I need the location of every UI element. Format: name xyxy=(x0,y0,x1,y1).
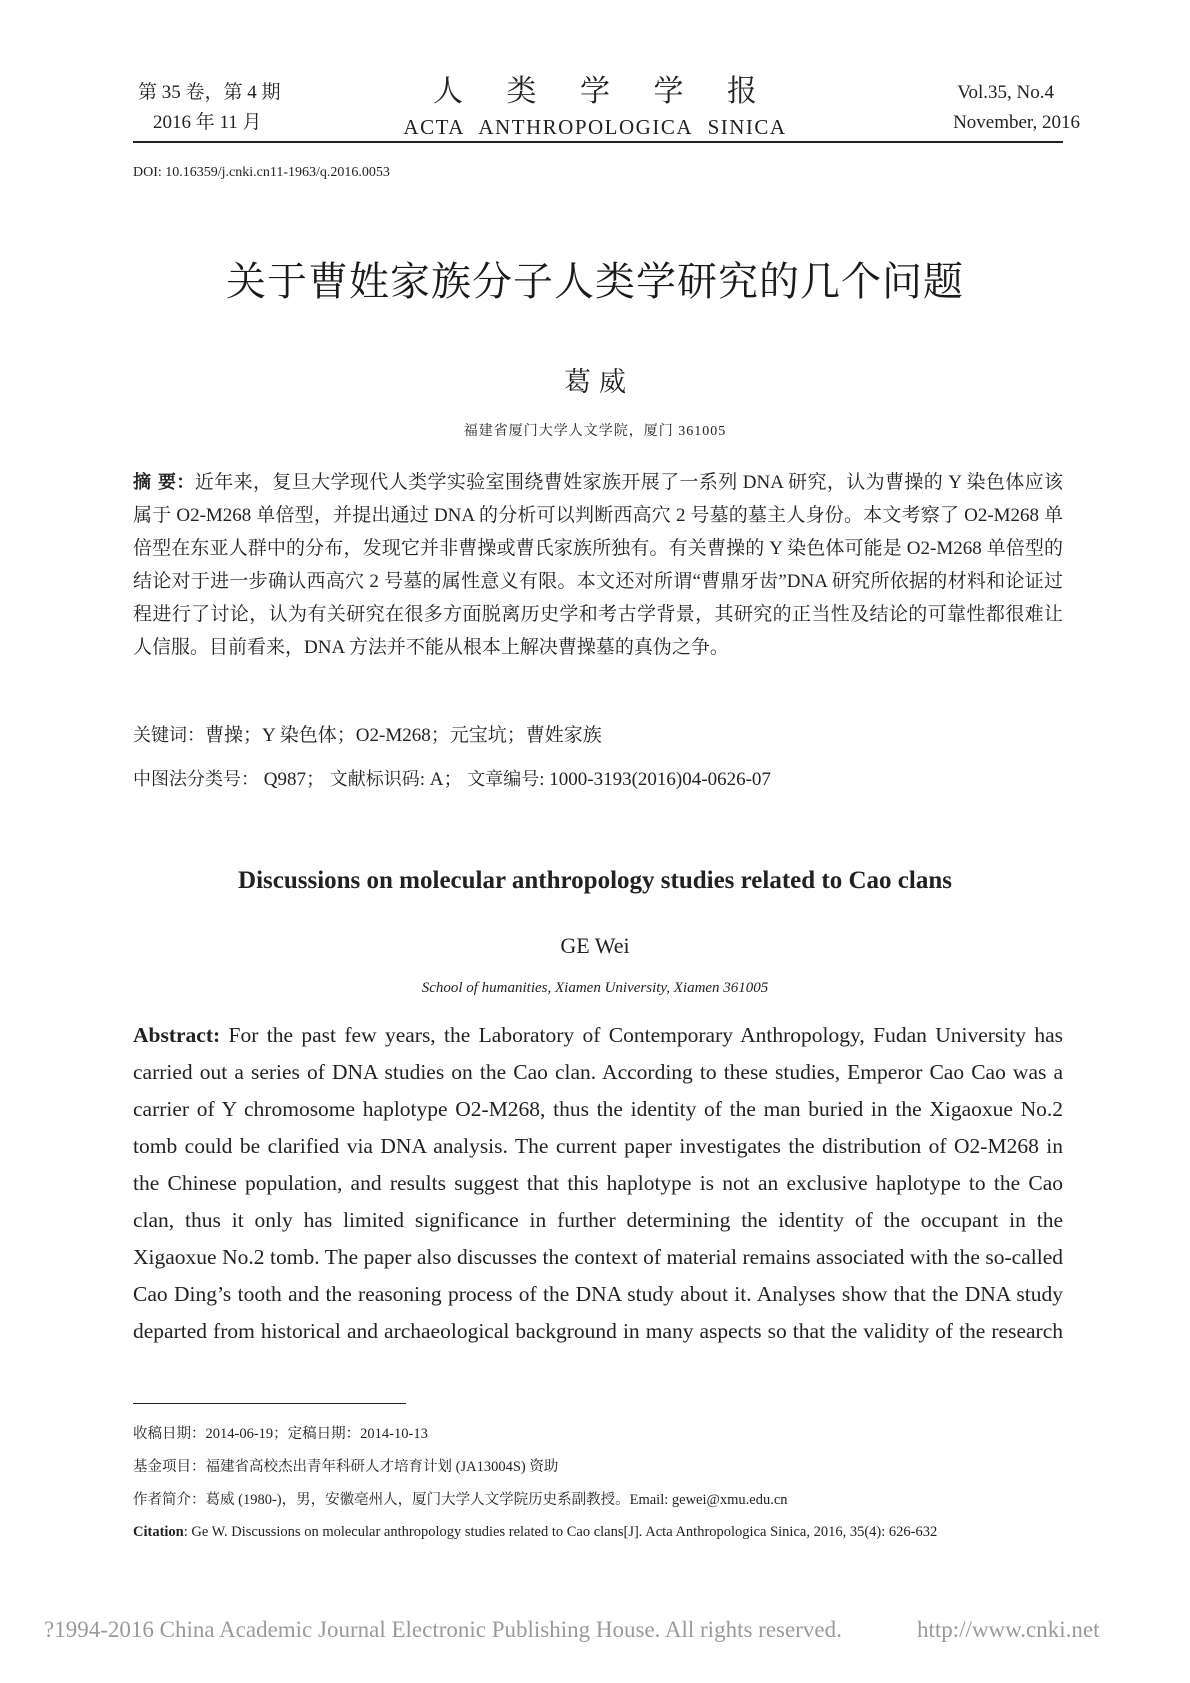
author-en: GE Wei xyxy=(560,933,630,958)
classification-label: 中图法分类号： xyxy=(133,769,259,790)
footnote-received: 收稿日期：2014-06-19；定稿日期：2014-10-13 xyxy=(133,1426,428,1442)
author-cn: 葛威 xyxy=(564,367,634,397)
citation-label: Citation xyxy=(133,1524,184,1540)
citation-text: : Ge W. Discussions on molecular anthropology studies related to Cao clans[J]. Acta Anthropologica Sinica, 2016, 35(4): 626-632 xyxy=(183,1524,938,1540)
keywords-cn xyxy=(133,720,1063,747)
abstract-en xyxy=(133,1017,1063,1350)
classification-value: Q987； xyxy=(259,769,325,790)
journal-name-en: ACTA ANTHROPOLOGICA SINICA xyxy=(403,115,787,139)
article-number-value: : 1000-3193(2016)04-0626-07 xyxy=(539,769,771,790)
footnote-funding: 基金项目：福建省高校杰出青年科研人才培育计划 (JA13004S) 资助 xyxy=(133,1459,559,1475)
title-en: Discussions on molecular anthropology studies related to Cao clans xyxy=(238,867,952,894)
doi[interactable]: DOI: 10.16359/j.cnki.cn11-1963/q.2016.0053 xyxy=(133,165,390,180)
abstract-en-label: Abstract: xyxy=(133,1023,221,1047)
classification-cn xyxy=(133,764,1063,791)
affiliation-en: School of humanities, Xiamen University, Xiamen 361005 xyxy=(421,980,769,996)
header-right xyxy=(880,78,1080,138)
copyright-text: ?1994-2016 China Academic Journal Electronic Publishing House. All rights reserved. xyxy=(44,1617,842,1642)
document-code-value: : A； xyxy=(419,769,463,790)
header-center xyxy=(380,72,810,142)
journal-name-cn: 人 类 学 学 报 xyxy=(433,75,775,108)
abstract-cn-label: 摘 要： xyxy=(133,472,195,493)
copyright-footer xyxy=(44,1617,1154,1643)
header-left xyxy=(138,78,338,138)
date-cn: 2016 年 11 月 xyxy=(153,112,262,133)
abstract-en-text: For the past few years, the Laboratory of Contemporary Anthropology, Fudan University has carried out a series of DNA studies on the Cao clan. According to these studies, Emperor Cao Cao was a carrier of Y chromosome haplotype O2-M268, thus the identity of the man buried in the Xigaoxue No.2 tomb could be clarified via DNA analysis. The current paper investigates the distribution of O2-M268 in the Chinese population, and results suggest that this haplotype is not an exclusive haplotype to the Cao clan, thus it only has limited significance in further determining the identity of the occupant in the Xigaoxue No.2 tomb. The paper also discusses the context of material remains associated with the so-called Cao Ding’s tooth and the reasoning process of the DNA study about it. Analyses show that the DNA study departed from historical and archaeological background in many aspects so that the validity of the research xyxy=(133,1023,1063,1343)
article-number-label: 文章编号 xyxy=(467,769,540,790)
volume-en: Vol.35, No.4 xyxy=(957,82,1054,103)
keywords-cn-label: 关键词： xyxy=(133,725,205,746)
abstract-cn xyxy=(133,466,1063,664)
header-rule xyxy=(133,141,1063,143)
footnote-citation xyxy=(133,1522,1063,1542)
keywords-cn-text: 曹操；Y 染色体；O2-M268；元宝坑；曹姓家族 xyxy=(205,725,602,746)
title-cn: 关于曹姓家族分子人类学研究的几个问题 xyxy=(226,259,964,305)
abstract-cn-text: 近年来，复旦大学现代人类学实验室围绕曹姓家族开展了一系列 DNA 研究，认为曹操的 Y 染色体应该属于 O2-M268 单倍型，并提出通过 DNA 的分析可以判断西高穴 2 号墓的墓主人身份。本文考察了 O2-M268 单倍型在东亚人群中的分布，发现它并非曹操或曹氏家族所独有。有关曹操的 Y 染色体可能是 O2-M268 单倍型的结论对于进一步确认西高穴 2 号墓的属性意义有限。本文还对所谓“曹鼎牙齿”DNA 研究所依据的材料和论证过程进行了讨论，认为有关研究在很多方面脱离历史学和考古学背景，其研究的正当性及结论的可靠性都很难让人信服。目前看来，DNA 方法并不能从根本上解决曹操墓的真伪之争。 xyxy=(133,472,1063,658)
footnote-rule xyxy=(133,1403,406,1404)
cnki-link[interactable]: http://www.cnki.net xyxy=(917,1617,1100,1642)
document-code-label: 文献标识码 xyxy=(329,769,420,790)
volume-cn: 第 35 卷，第 4 期 xyxy=(138,82,281,103)
affiliation-cn: 福建省厦门大学人文学院，厦门 361005 xyxy=(463,424,727,439)
date-en: November, 2016 xyxy=(953,112,1080,133)
footnote-author-info: 作者简介：葛威 (1980-)，男，安徽亳州人，厦门大学人文学院历史系副教授。Email: gewei@xmu.edu.cn xyxy=(133,1492,788,1508)
